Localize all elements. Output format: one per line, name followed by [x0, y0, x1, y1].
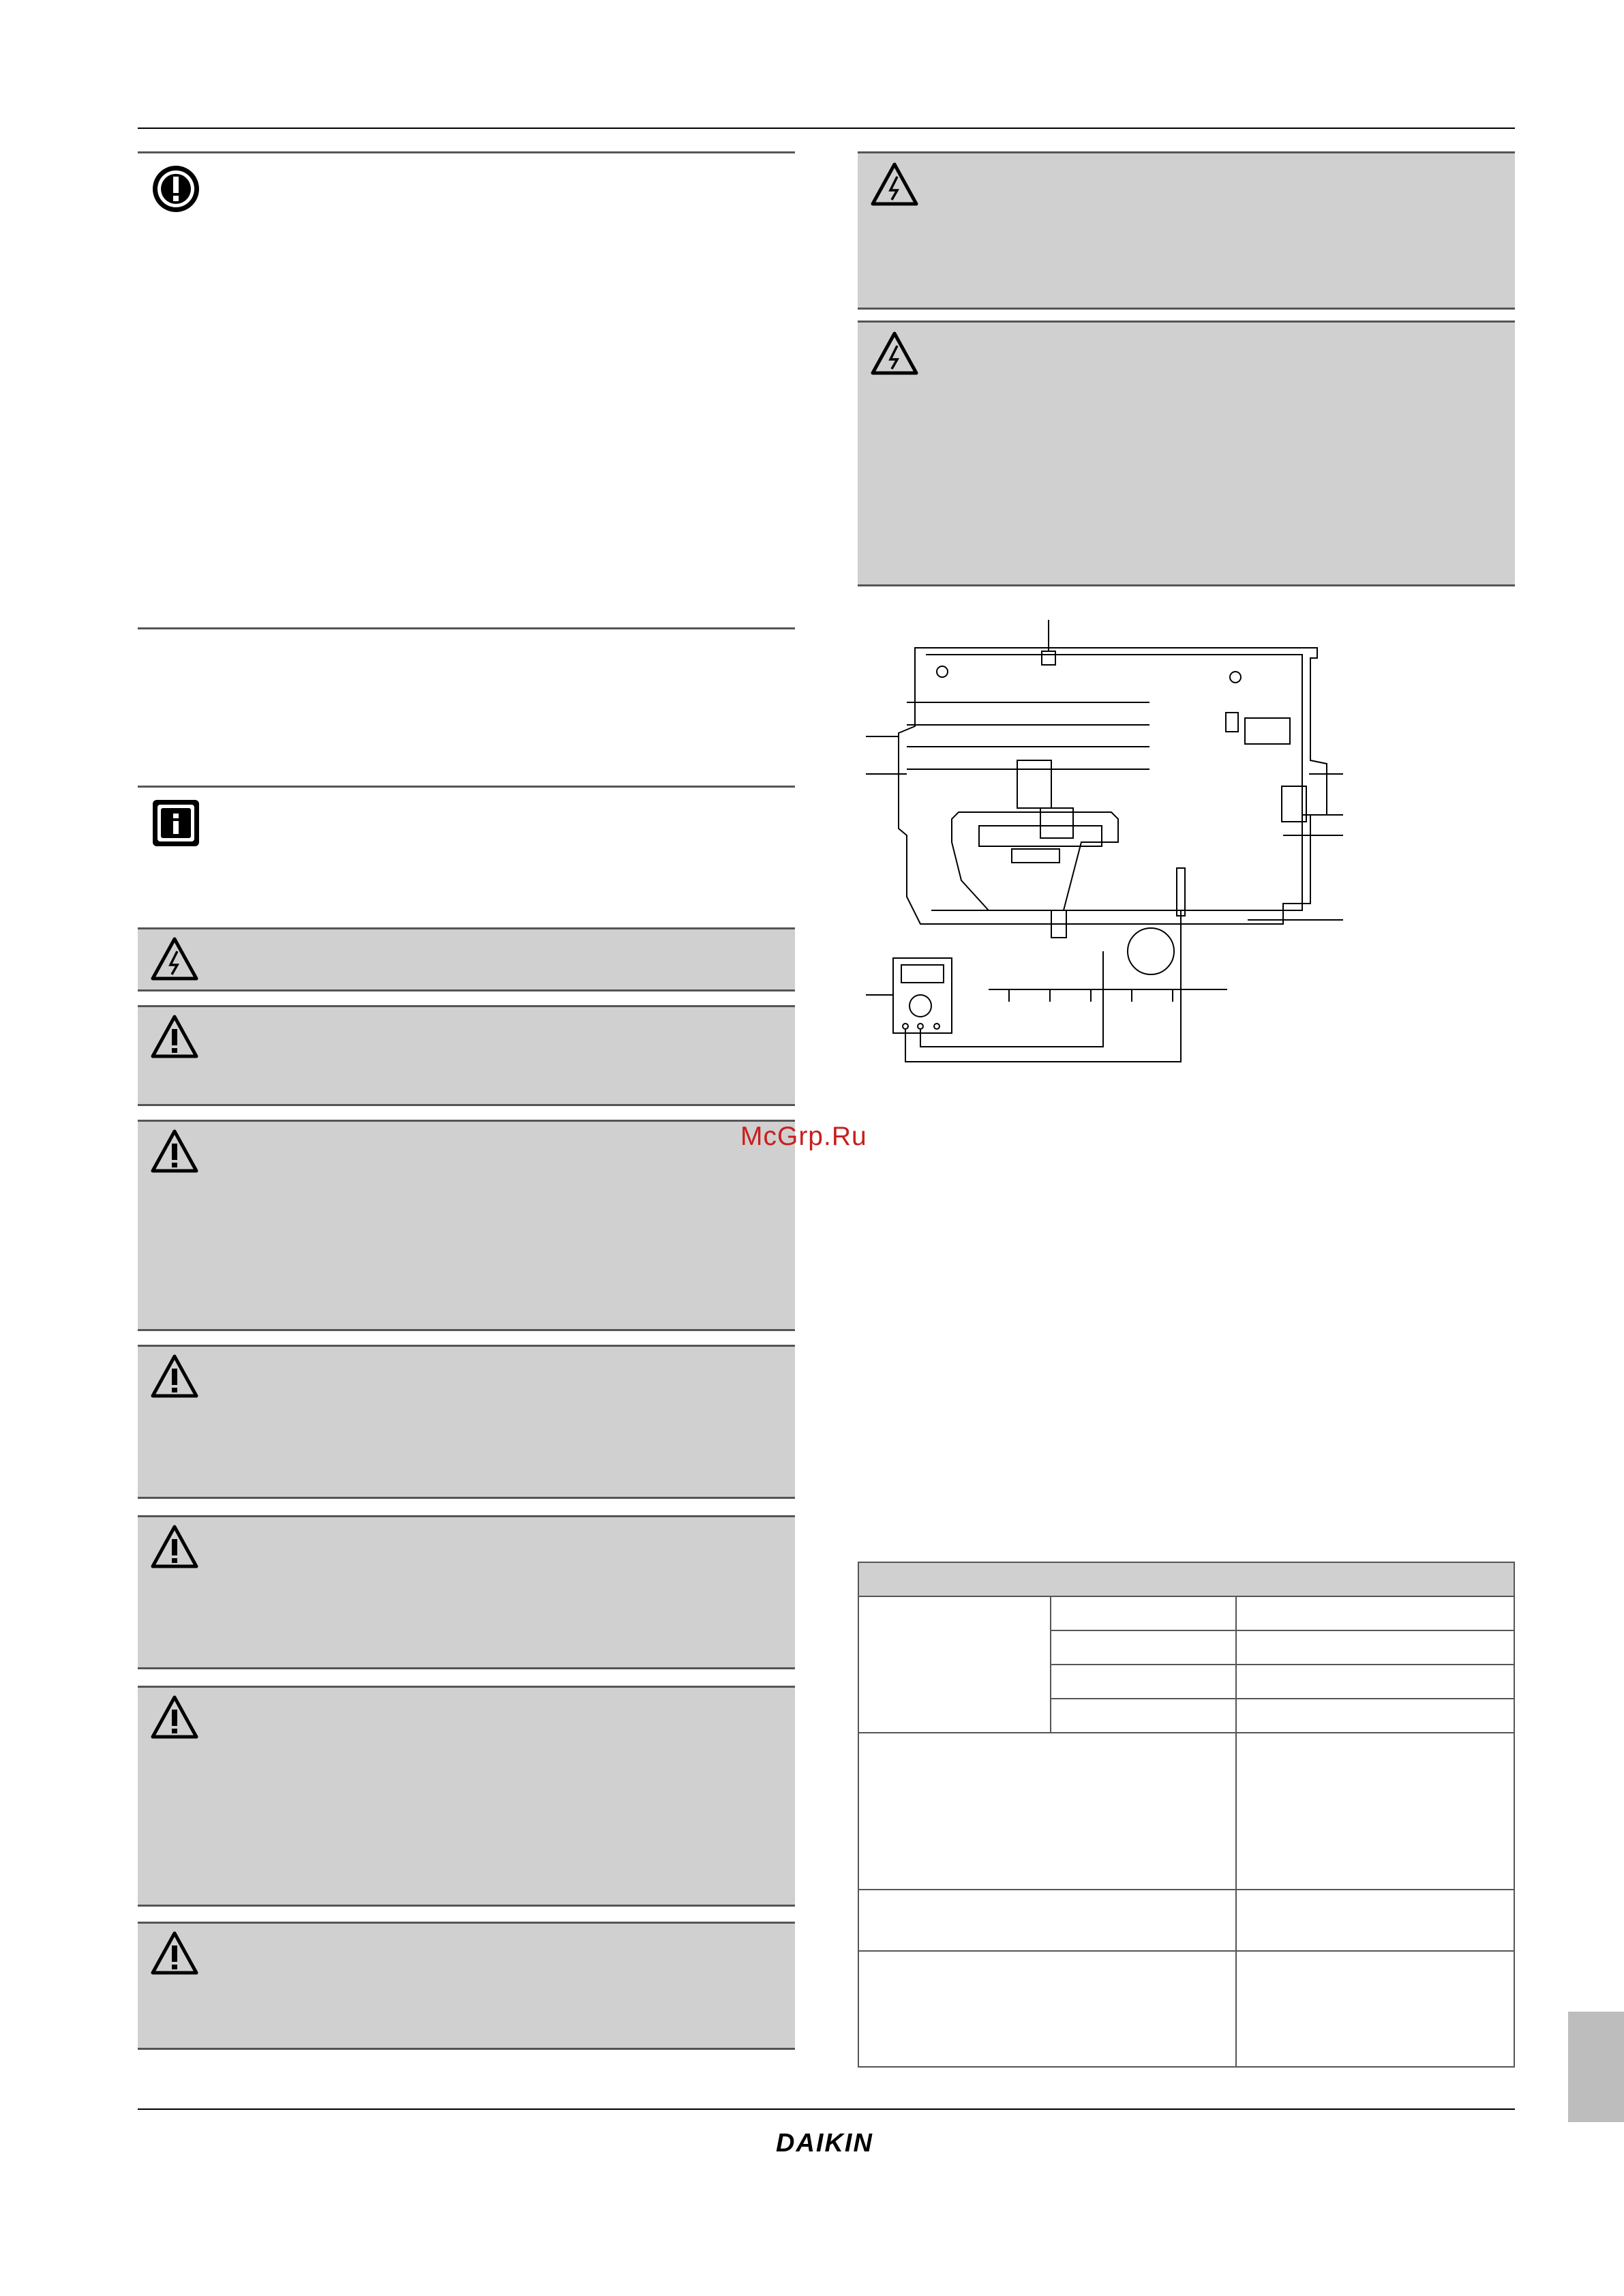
electric-shock-warning-icon — [150, 936, 199, 981]
electric-shock-warning-icon — [870, 162, 919, 207]
side-tab — [1568, 2012, 1624, 2122]
table-cell — [1051, 1630, 1236, 1665]
table-header-row — [858, 1562, 1514, 1596]
electric-danger-box-right-2 — [858, 320, 1515, 586]
header-rule — [138, 128, 1515, 129]
information-box — [138, 786, 795, 912]
warning-triangle-icon — [150, 1524, 199, 1569]
watermark-text: McGrp.Ru — [740, 1122, 867, 1151]
table-cell — [1236, 1596, 1514, 1630]
warning-box-5 — [138, 1686, 795, 1907]
daikin-logo-icon — [776, 2129, 873, 2158]
table-cell — [1236, 1733, 1514, 1890]
table-cell — [1051, 1596, 1236, 1630]
warning-triangle-icon — [150, 1695, 199, 1740]
electric-shock-warning-icon — [870, 331, 919, 376]
warning-box-2 — [138, 1120, 795, 1331]
warning-triangle-icon — [150, 1129, 199, 1174]
warning-triangle-icon — [150, 1930, 199, 1976]
table-cell — [858, 1596, 1051, 1733]
table-cell — [1051, 1665, 1236, 1699]
footer-rule — [138, 2108, 1515, 2110]
warning-box-3 — [138, 1345, 795, 1499]
table-cell — [1051, 1699, 1236, 1733]
table-cell — [1236, 1699, 1514, 1733]
warning-box-4 — [138, 1515, 795, 1669]
table-cell — [858, 1951, 1236, 2067]
table-cell — [858, 1733, 1236, 1890]
pcb-diagram — [866, 610, 1350, 1067]
electric-danger-box — [138, 927, 795, 992]
table-cell — [1236, 1890, 1514, 1951]
table-cell — [1236, 1951, 1514, 2067]
warning-triangle-icon — [150, 1354, 199, 1399]
warning-triangle-icon — [150, 1014, 199, 1059]
table-cell — [1236, 1665, 1514, 1699]
electric-danger-box-right-1 — [858, 151, 1515, 310]
spec-table — [858, 1562, 1515, 2068]
text-block — [138, 627, 795, 784]
warning-box-6 — [138, 1922, 795, 2050]
table-cell — [1236, 1630, 1514, 1665]
warning-box-1 — [138, 1005, 795, 1106]
notice-box — [138, 151, 795, 629]
information-icon — [150, 797, 202, 849]
notice-exclamation-icon — [150, 163, 202, 215]
table-cell — [858, 1890, 1236, 1951]
brand-name: DAIKIN — [776, 2129, 873, 2158]
